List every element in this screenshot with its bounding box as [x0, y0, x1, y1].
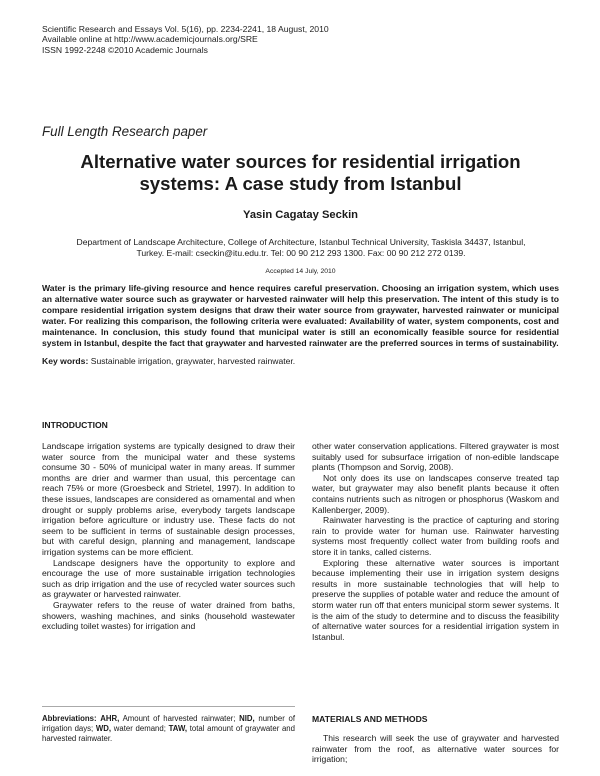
abbreviations-footnote: [42, 714, 295, 744]
journal-header: [42, 24, 329, 55]
keywords: [42, 356, 559, 366]
journal-url: Available online at http://www.academicjournals.org/SRE: [42, 34, 258, 45]
abbreviation-term: TAW,: [168, 724, 188, 733]
abbreviation-definition: Amount of harvested rainwater;: [119, 714, 240, 723]
right-column: [312, 441, 559, 642]
intro-paragraph: other water conservation applications. Filtered graywater is most suitably used for subsurface irrigation of non-edible landscape plants (Thompson and Sorvig, 2008).: [312, 441, 559, 473]
journal-citation: Scientific Research and Essays Vol. 5(16), pp. 2234-2241, 18 August, 2010: [42, 24, 329, 34]
keywords-label: Key words:: [42, 356, 89, 366]
abbreviation-term: WD,: [95, 724, 112, 733]
intro-paragraph: Rainwater harvesting is the practice of capturing and storing rain to provide water for human use. Rainwater harvesting systems most frequently collect water from building roofs and store it in tanks, called cisterns.: [312, 515, 559, 557]
abbreviation-definition: water demand;: [111, 724, 169, 733]
abbreviation-term: AHR,: [100, 714, 120, 723]
keywords-text: Sustainable irrigation, graywater, harvested rainwater.: [88, 356, 296, 366]
methods-column: [312, 733, 559, 765]
abbreviation-term: NID,: [239, 714, 255, 723]
paper-type: Full Length Research paper: [42, 124, 208, 139]
abbreviation-definition: number of irrigation days;: [42, 714, 295, 733]
intro-paragraph: Graywater refers to the reuse of water drained from baths, showers, washing machines, and sinks (household wastewater excluding toilet wastes) for irrigation and: [42, 599, 295, 632]
accepted-date: Accepted 14 July, 2010: [265, 268, 336, 275]
methods-heading: MATERIALS AND METHODS: [312, 714, 428, 724]
abstract: Water is the primary life-giving resource and hence requires careful preservation. Choosing an irrigation system, which uses an alternative water source such as graywater or harvested rainwater will help this preservation. The intent of this study is to compare residential irrigation system designs that draw their water source from graywater, harvested rainwater or municipal water. For realizing this comparison, the following criteria were evaluated: Availability of water, system components, cost and maintenance. In conclusion, this study found that municipal water is still an economically feasible source for residential system in Istanbul, despite the fact that graywater and harvested rainwater are the preferred sources in terms of sustainability.: [42, 283, 559, 348]
journal-issn: ISSN 1992-2248 ©2010 Academic Journals: [42, 44, 208, 55]
intro-paragraph: Landscape irrigation systems are typically designed to draw their water source from the municipal water and these systems consume 30 - 50% of municipal water in many areas. If summer months are drier and warmer than usual, this percentage can reach 75% or more (Groesbeck and Strietel, 1997). In addition to these issues, landscapes are considered as ornamental and when drought or supply problems arise, everybody targets landscape irrigation before agriculture or industry use. These facts do not seem to be sufficient in terms of sustainable design processes, but with careful design, planning and management, landscape irrigation systems can be more efficient.: [42, 441, 295, 557]
author-name: Yasin Cagatay Seckin: [242, 209, 359, 221]
left-column: [42, 441, 295, 632]
footnote-divider: [42, 706, 295, 707]
intro-paragraph: Landscape designers have the opportunity to explore and encourage the use of more sustainable irrigation technologies such as drip irrigation and the use of recycled water sources such as graywater or harvested rainwater.: [42, 557, 295, 600]
author-affiliation: Department of Landscape Architecture, College of Architecture, Istanbul Technical University, Taskisla 34437, Istanbul, Turkey. E-mail: cseckin@itu.edu.tr. Tel: 00 90 212 293 1300. Fax: 00 90 212 272 0139.: [76, 237, 526, 258]
introduction-heading: INTRODUCTION: [42, 420, 108, 430]
methods-paragraph: This research will seek the use of graywater and harvested rainwater from the roof, as alternative water sources for irrigation;: [312, 733, 559, 765]
abbreviation-definition: total amount of graywater and harvested rainwater.: [42, 724, 295, 743]
intro-paragraph: Exploring these alternative water sources is important because implementing their use in irrigation system designs results in more sustainable technologies that will help to preserve the supplies of potable water and reduce the amount of storm water run off that enters municipal storm sewer systems. It is the aim of the study to determine and to discuss the feasibility of alternative water sources for a residential irrigation system in Istanbul.: [312, 557, 559, 642]
paper-title: Alternative water sources for residential irrigation systems: A case study from Istanbul: [80, 151, 521, 194]
abbreviations-label: Abbreviations:: [42, 714, 97, 723]
intro-paragraph: Not only does its use on landscapes conserve treated tap water, but graywater may also benefit plants because it often contains nutrients such as nitrogen or phosphorus (Waskom and Kallenberger, 2009).: [312, 472, 559, 515]
